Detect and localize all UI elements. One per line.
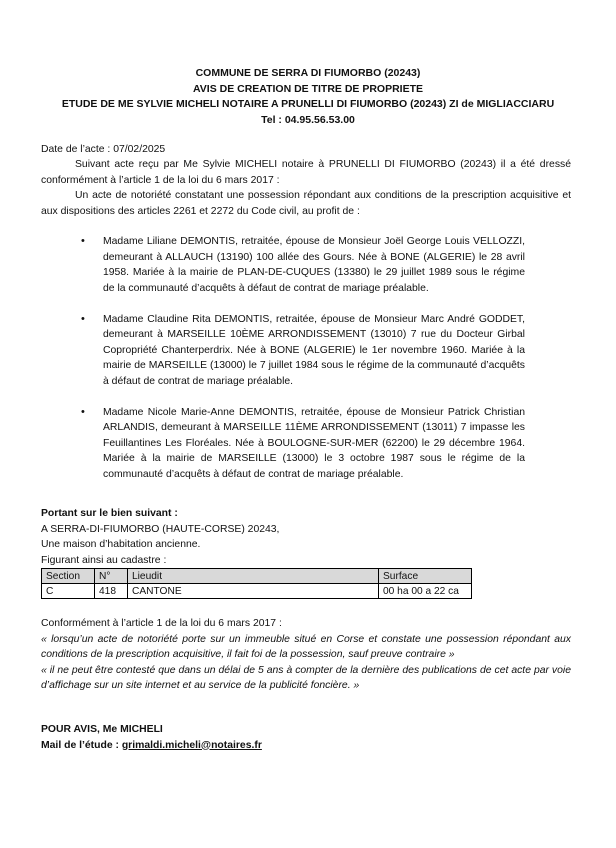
mail-label: Mail de l’étude : xyxy=(41,739,122,751)
article-quote-1: « lorsqu’un acte de notoriété porte sur un immeuble situé en Corse et constate une possession répondant aux conditions de la prescription acquisitive, il fait foi de la possession, sauf preuve contraire » xyxy=(41,633,571,660)
header-etude: ETUDE DE ME SYLVIE MICHELI NOTAIRE A PRUNELLI DI FIUMORBO (20243) ZI de MIGLIACCIARU xyxy=(61,98,555,110)
beneficiaries-list xyxy=(81,234,525,498)
table-cell: 418 xyxy=(95,584,128,599)
acte-date: Date de l’acte : 07/02/2025 xyxy=(41,144,166,155)
table-header-row xyxy=(42,569,472,584)
beneficiary-text: Madame Nicole Marie-Anne DEMONTIS, retraitée, épouse de Monsieur Patrick Christian ARLANDIS, demeurant à MARSEILLE 11ÈME ARRONDISSEMENT (13011) 7 impasse les Feuillantines Les Floréales. Née à BOULOGNE-SUR-MER (62200) le 29 décembre 1964. Mariée à la mairie de MARSEILLE (13000) le 3 octobre 1987 sous le régime de la communauté d’acquêts à défaut de contrat de mariage préalable. xyxy=(103,406,525,480)
notoriete-paragraph: Un acte de notoriété constatant une possession répondant aux conditions de la prescription acquisitive et aux dispositions des articles 2261 et 2272 du Code civil, au profit de : xyxy=(41,190,571,217)
signature-section xyxy=(41,722,571,753)
bien-cadastre-label: Figurant ainsi au cadastre : xyxy=(41,554,167,566)
bien-description: Une maison d’habitation ancienne. xyxy=(41,539,201,550)
table-cell: 00 ha 00 a 22 ca xyxy=(379,584,472,599)
bullet-icon: • xyxy=(81,312,85,325)
bullet-icon: • xyxy=(81,235,85,247)
table-cell: C xyxy=(42,584,95,599)
bien-heading: Portant sur le bien suivant : xyxy=(41,508,178,519)
table-row xyxy=(42,584,472,599)
header-commune: COMMUNE DE SERRA DI FIUMORBO (20243) xyxy=(195,67,421,79)
mail-line xyxy=(41,738,571,754)
pour-avis: POUR AVIS, Me MICHELI xyxy=(41,724,163,735)
bullet-icon: • xyxy=(81,405,85,418)
intro-paragraph: Suivant acte reçu par Me Sylvie MICHELI notaire à PRUNELLI DI FIUMORBO (20243) il a été dressé conformément à l’article 1 de la loi du 6 mars 2017 : xyxy=(41,159,571,186)
header-phone: Tel : 04.95.56.53.00 xyxy=(261,113,355,126)
cadastre-table xyxy=(41,568,472,599)
list-item xyxy=(81,405,525,483)
bien-location: A SERRA-DI-FIUMORBO (HAUTE-CORSE) 20243, xyxy=(41,523,280,535)
mail-link[interactable]: grimaldi.micheli@notaires.fr xyxy=(121,739,262,751)
list-item xyxy=(81,234,525,296)
notice-header xyxy=(0,66,616,128)
column-header: Surface xyxy=(379,569,472,584)
article-section xyxy=(41,616,571,694)
list-item xyxy=(81,312,525,390)
column-header: Section xyxy=(42,569,95,584)
bien-section xyxy=(41,506,571,568)
table-cell: CANTONE xyxy=(128,584,379,599)
column-header: Lieudit xyxy=(128,569,379,584)
header-title: AVIS DE CREATION DE TITRE DE PROPRIETE xyxy=(192,82,424,95)
article-intro: Conformément à l’article 1 de la loi du 6 mars 2017 : xyxy=(41,618,282,629)
article-quote-2: « il ne peut être contesté que dans un délai de 5 ans à compter de la dernière des publications de cet acte par voie d’affichage sur un site internet et au service de la publicité foncière. » xyxy=(41,664,571,691)
beneficiary-text: Madame Liliane DEMONTIS, retraitée, épouse de Monsieur Joël George Louis VELLOZZI, demeurant à ALLAUCH (13190) 100 allée des Gours. Née à BONE (ALGERIE) le 28 avril 1958. Mariée à la mairie de PLAN-DE-CUQUES (13380) le 29 juillet 1989 sous le régime de la communauté d’acquêts à défaut de contrat de mariage préalable. xyxy=(103,236,525,294)
column-header: N° xyxy=(95,569,128,584)
beneficiary-text: Madame Claudine Rita DEMONTIS, retraitée, épouse de Monsieur Marc André GODDET, demeurant à MARSEILLE 10ÈME ARRONDISSEMENT (13010) 7 rue du Docteur Girbal Copropriété Chanterperdrix. Née à BONE (ALGERIE) le 1er novembre 1960. Mariée à la mairie de MARSEILLE (13000) le 7 juillet 1984 sous le régime de la communauté d’acquêts à défaut de contrat de mariage préalable. xyxy=(103,313,525,387)
